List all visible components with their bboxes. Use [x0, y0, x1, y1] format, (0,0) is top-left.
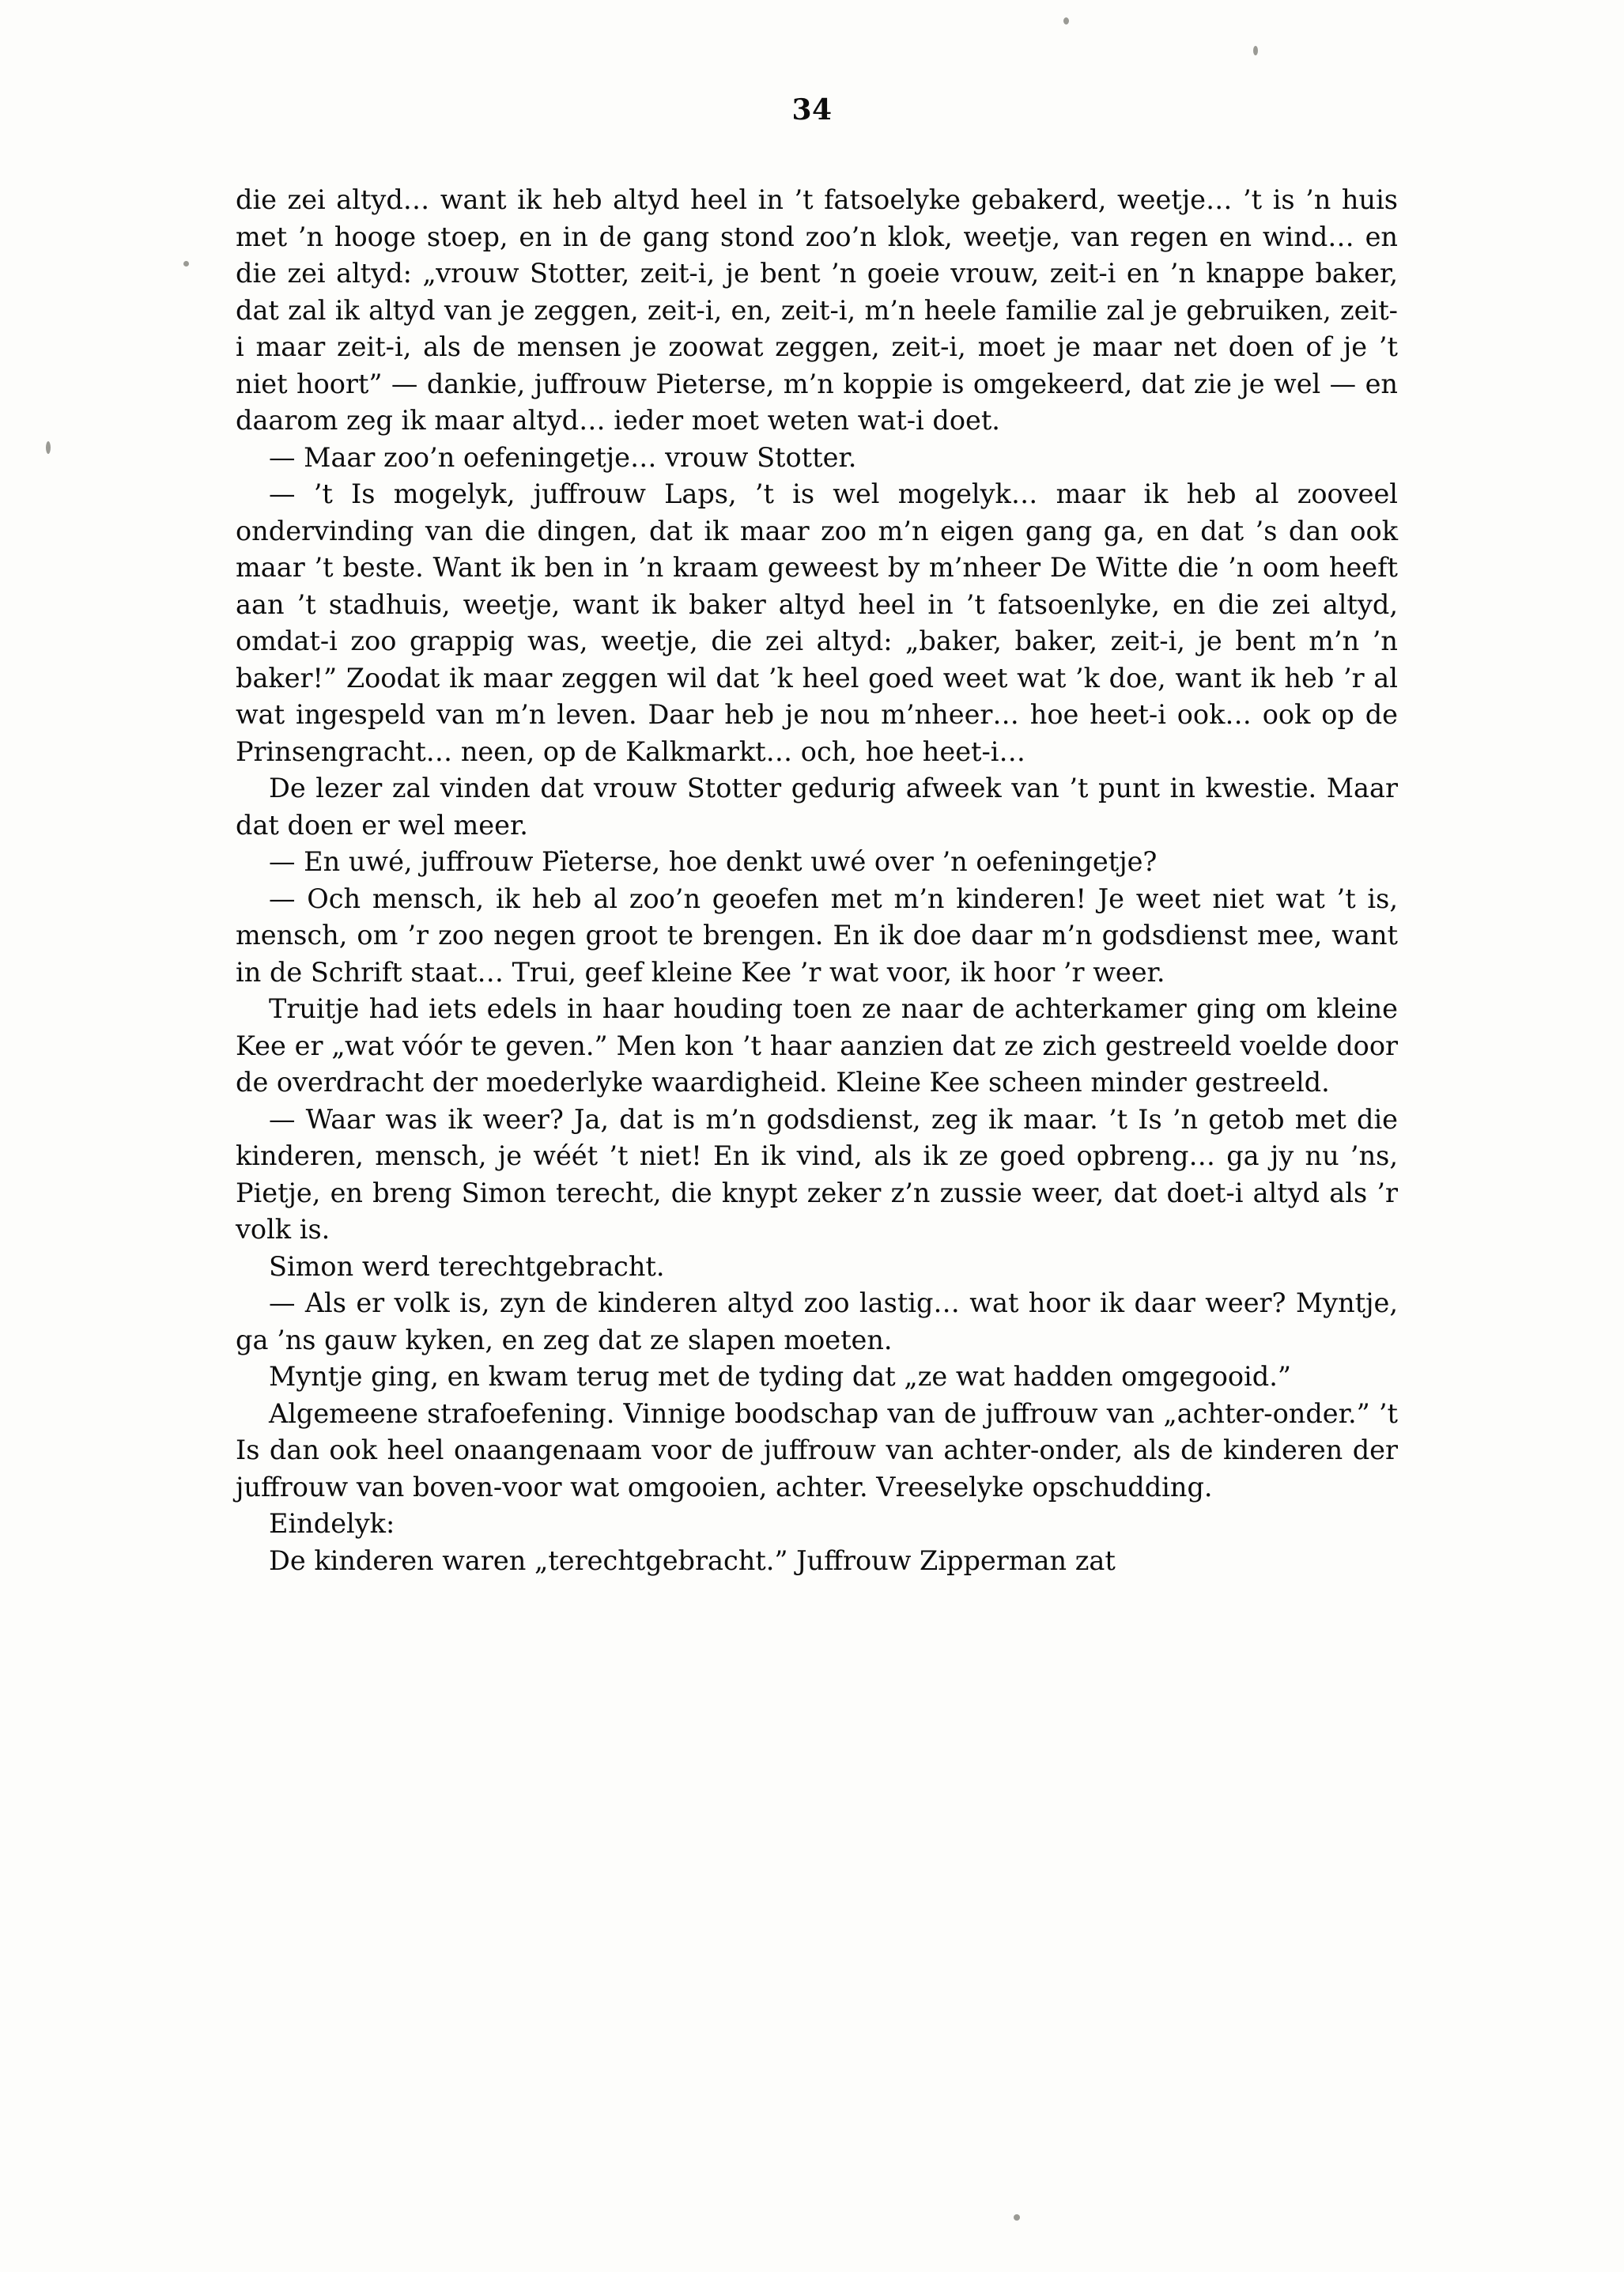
page-body: [236, 182, 1398, 1579]
paragraph: Eindelyk:: [269, 1508, 395, 1539]
paragraph: die zei altyd… want ik heb altyd heel in ’t fatsoelyke gebakerd, weetje… ’t is ’n huis met ’n hooge stoep, en in de gang stond zoo’n klok, weetje, van regen en wind… en die zei altyd: „vrouw Stotter, zeit-i, je bent ’n goeie vrouw, zeit-i en ’n knappe baker, dat zal ik altyd van je zeggen, zeit-i, en, zeit-i, m’n heele familie zal je gebruiken, zeit-i maar zeit-i, als de mensen je zoowat zeggen, zeit-i, moet je maar net doen of je ’t niet hoort” — dankie, juffrouw Pieterse, m’n koppie is omgekeerd, dat zie je wel — en daarom zeg ik maar altyd… ieder moet weten wat-i doet.: [236, 184, 1398, 436]
page-number: 34: [791, 93, 833, 127]
paragraph: De kinderen waren „terechtgebracht.” Juffrouw Zipperman zat: [269, 1544, 1116, 1576]
scan-speck: [1014, 2214, 1020, 2221]
paragraph: — ’t Is mogelyk, juffrouw Laps, ’t is wel mogelyk… maar ik heb al zooveel ondervinding van die dingen, dat ik maar zoo m’n eigen gang ga, en dat ’s dan ook maar ’t beste. Want ik ben in ’n kraam geweest by m’nheer De Witte die ’n oom heeft aan ’t stadhuis, weetje, want ik baker altyd heel in ’t fatsoenlyke, en die zei altyd, omdat-i zoo grappig was, weetje, die zei altyd: „baker, baker, zeit-i, je bent m’n ’n baker!” Zoodat ik maar zeggen wil dat ’k heel goed weet wat ’k doe, want ik heb ’r al wat ingespeld van m’n leven. Daar heb je nou m’nheer… hoe heet-i ook… ook op de Prinsengracht… neen, op de Kalkmarkt… och, hoe heet-i…: [236, 478, 1398, 767]
paragraph: Myntje ging, en kwam terug met de tyding dat „ze wat hadden omgegooid.”: [269, 1361, 1291, 1392]
paragraph: De lezer zal vinden dat vrouw Stotter gedurig afweek van ’t punt in kwestie. Maar dat doen er wel meer.: [236, 773, 1398, 841]
paragraph: Algemeene strafoefening. Vinnige boodschap van de juffrouw van „achter-onder.” ’t Is dan ook heel onaangenaam voor de juffrouw van achter-onder, als de kinderen der juffrouw van boven-voor wat omgooien, achter. Vreeselyke opschudding.: [236, 1397, 1398, 1503]
scan-speck: [1063, 17, 1069, 25]
paragraph: Truitje had iets edels in haar houding toen ze naar de achterkamer ging om kleine Kee er „wat vóór te geven.” Men kon ’t haar aanzien dat ze zich gestreeld voelde door de overdracht der moederlyke waardigheid. Kleine Kee scheen minder gestreeld.: [236, 993, 1398, 1098]
paragraph: — Maar zoo’n oefeningetje… vrouw Stotter.: [269, 441, 857, 473]
scan-speck: [183, 261, 189, 267]
paragraph: — En uwé, juffrouw Pïeterse, hoe denkt uwé over ’n oefeningetje?: [269, 846, 1158, 877]
paragraph: — Als er volk is, zyn de kinderen altyd zoo lastig… wat hoor ik daar weer? Myntje, ga ’ns gauw kyken, en zeg dat ze slapen moeten.: [236, 1287, 1398, 1355]
scan-speck: [46, 441, 51, 454]
paragraph: Simon werd terechtgebracht.: [269, 1250, 665, 1282]
scan-speck: [1253, 46, 1258, 55]
paragraph: — Waar was ik weer? Ja, dat is m’n godsdienst, zeg ik maar. ’t Is ’n getob met die kinderen, mensch, je wéét ’t niet! En ik vind, als ik ze goed opbreng… ga jy nu ’ns, Pietje, en breng Simon terecht, die knypt zeker z’n zussie weer, dat doet-i altyd als ’r volk is.: [236, 1103, 1398, 1245]
paragraph: — Och mensch, ik heb al zoo’n geoefen met m’n kinderen! Je weet niet wat ’t is, mensch, om ’r zoo negen groot te brengen. En ik doe daar m’n godsdienst mee, want in de Schrift staat… Trui, geef kleine Kee ’r wat voor, ik hoor ’r weer.: [236, 883, 1398, 988]
